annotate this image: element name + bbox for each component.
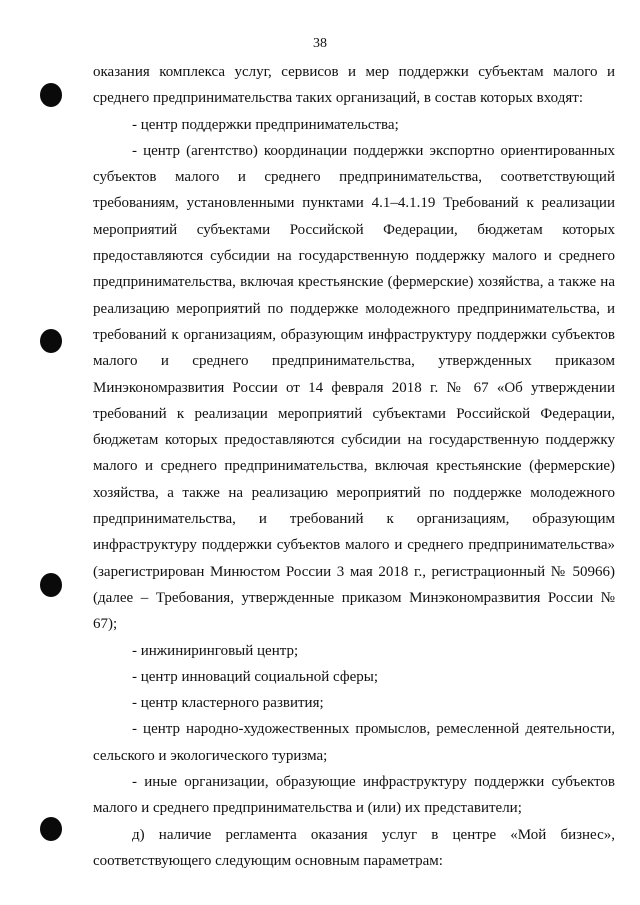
list-item-support-center: - центр поддержки предпринимательства;	[132, 116, 399, 133]
punch-hole-3	[40, 573, 62, 597]
document-body	[93, 59, 615, 874]
page-number: 38	[313, 36, 327, 51]
punch-hole-1	[40, 83, 62, 107]
paragraph-regulation: д) наличие регламента оказания услуг в центре «Мой бизнес», соответствующего следующим основным параметрам:	[93, 826, 615, 869]
punch-hole-2	[40, 329, 62, 353]
list-item-other-organizations: - иные организации, образующие инфраструктуру поддержки субъектов малого и среднего предпринимательства и (или) их представители;	[93, 774, 615, 817]
punch-hole-4	[40, 817, 62, 841]
list-item-engineering-center: - инжиниринговый центр;	[132, 642, 299, 659]
paragraph-intro: оказания комплекса услуг, сервисов и мер поддержки субъектам малого и среднего предпринимательства таких организаций, в состав которых входят:	[93, 64, 615, 107]
list-item-crafts-center: - центр народно-художественных промыслов, ремесленной деятельности, сельского и экологического туризма;	[93, 721, 615, 764]
list-item-social-innovation-center: - центр инноваций социальной сферы;	[132, 668, 378, 685]
list-item-cluster-center: - центр кластерного развития;	[132, 695, 324, 712]
list-item-export-center: - центр (агентство) координации поддержки экспортно ориентированных субъектов малого и среднего предпринимательства, соответствующий требованиям, установленными пунктами 4.1–4.1.19 Требований к реализации мероприятий субъектами Российской Федерации, бюджетам которых предоставляются субсидии на государственную поддержку малого и среднего предпринимательства, включая крестьянские (фермерские) хозяйства, а также на реализацию мероприятий по поддержке молодежного предпринимательства, и требований к организациям, образующим инфраструктуру поддержки субъектов малого и среднего предпринимательства, утвержденных приказом Минэкономразвития России от 14 февраля 2018 г. № 67 «Об утверждении требований к реализации мероприятий субъектами Российской Федерации, бюджетам которых предоставляются субсидии на государственную поддержку малого и среднего предпринимательства, включая крестьянские (фермерские) хозяйства, а также на реализацию мероприятий по поддержке молодежного предпринимательства, и требований к организациям, образующим инфраструктуру поддержки субъектов малого и среднего предпринимательства» (зарегистрирован Минюстом России 3 мая 2018 г., регистрационный № 50966) (далее – Требования, утвержденные приказом Минэкономразвития России № 67);	[93, 142, 615, 633]
